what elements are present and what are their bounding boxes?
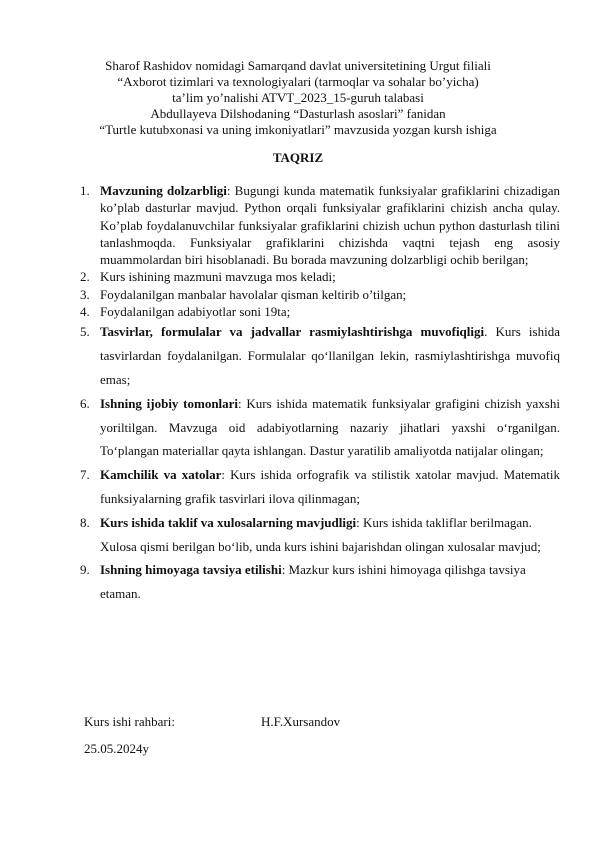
item-heading: Kamchilik va xatolar: [100, 467, 222, 483]
item-text: . Kurs ishida tasvirlardan foydalanilgan. Formulalar qo‘llanilgan lekin, rasmiylashtirishga muvofiq emas;: [100, 324, 560, 387]
item-number: 3.: [80, 286, 90, 302]
item-number: 9.: [80, 562, 90, 578]
list-item: [80, 511, 560, 559]
list-item: [80, 286, 560, 303]
document-header: [60, 58, 536, 138]
item-number: 4.: [80, 304, 90, 320]
list-item: [80, 182, 560, 268]
item-text: Kurs ishining mazmuni mavzuga mos keladi;: [100, 269, 336, 285]
item-text: Foydalanilgan adabiyotlar soni 19ta;: [100, 304, 291, 320]
header-line-1: Sharof Rashidov nomidagi Samarqand davlat universitetining Urgut filiali: [105, 58, 491, 73]
item-text: Foydalanilgan manbalar havolalar qisman keltirib o’tilgan;: [100, 286, 407, 302]
item-number: 2.: [80, 269, 90, 285]
header-line-3: ta’lim yo’nalishi ATVT_2023_15-guruh talabasi: [172, 90, 424, 105]
list-item: [80, 320, 560, 391]
document-date: 25.05.2024y: [84, 741, 149, 756]
item-number: 6.: [80, 395, 90, 411]
item-number: 8.: [80, 514, 90, 530]
review-list: [80, 182, 560, 606]
document-title: TAQRIZ: [272, 150, 324, 165]
list-item: [80, 463, 560, 511]
header-line-2: “Axborot tizimlari va texnologiyalari (tarmoqlar va sohalar bo’yicha): [117, 74, 479, 89]
supervisor-name: H.F.Xursandov: [261, 714, 341, 729]
item-heading: Ishning ijobiy tomonlari: [100, 395, 239, 411]
list-item: [80, 392, 560, 463]
item-number: 7.: [80, 467, 90, 483]
supervisor-label: Kurs ishi rahbari:: [84, 714, 175, 729]
item-heading: Ishning himoyaga tavsiya etilishi: [100, 562, 282, 578]
item-text: : Kurs ishida matematik funksiyalar grafigini chizish yaxshi yoriltilgan. Mavzuga oid adabiyotlarning nazariy jihatlari yaxshi o‘rganilgan. To‘plangan materiallar qayta ishlangan. Dastur yaratilib amaliyotda natijalar olingan;: [100, 395, 560, 459]
item-heading: Kurs ishida taklif va xulosalarning mavjudligi: [100, 514, 357, 530]
list-item: [80, 268, 560, 285]
signature-row: [84, 714, 341, 730]
item-text: : Kurs ishida orfografik va stilistik xatolar mavjud. Matematik funksiyalarning grafik tasvirlari ilova qilinmagan;: [100, 467, 560, 506]
item-text: : Kurs ishida takliflar berilmagan. Xulosa qismi berilgan bo‘lib, unda kurs ishini bajarishdan olingan xulosalar mavjud;: [100, 514, 541, 554]
item-number: 1.: [80, 183, 90, 198]
list-item: [80, 558, 560, 606]
header-line-4: Abdullayeva Dilshodaning “Dasturlash asoslari” fanidan: [150, 106, 446, 121]
item-text: : Bugungi kunda matematik funksiyalar grafiklarini chizadigan ko’plab dasturlar mavjud. Python orqali funksiyalar grafiklarini chizish ancha qulay. Ko’plab foydalanuvchilar funksiyalar grafiklarini chizish uchun python dasturlash tilini tanlashmoqda. Funksiyalar grafiklarini chizishda vaqtni tejash eng asosiy muammolardan biri hisoblanadi. Bu borada mavzuning dolzarbligi ochib berilgan;: [100, 183, 560, 268]
item-heading: Mavzuning dolzarbligi: [100, 183, 227, 198]
list-item: [80, 303, 560, 320]
item-text: : Mazkur kurs ishini himoyaga qilishga tavsiya etaman.: [100, 562, 526, 602]
item-heading: Tasvirlar, formulalar va jadvallar rasmiylashtirishga muvofiqligi: [100, 324, 485, 340]
item-number: 5.: [80, 324, 90, 340]
header-line-5: “Turtle kutubxonasi va uning imkoniyatlari” mavzusida yozgan kursh ishiga: [99, 122, 497, 137]
